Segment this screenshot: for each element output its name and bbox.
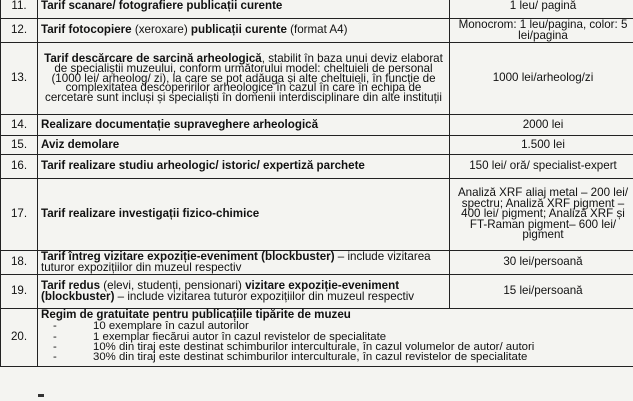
row-detail-continued: (format A4) <box>286 23 348 37</box>
row-number: 19. <box>1 275 38 309</box>
row-title: Tarif realizare studiu arheologic/ istoric/ expertiză parchete <box>41 159 365 173</box>
table-row <box>1 179 633 251</box>
row-number: 20. <box>1 309 38 367</box>
row-value: 2000 lei <box>450 115 633 136</box>
table-row <box>1 309 633 367</box>
table-row <box>1 251 633 275</box>
row-value: 15 lei/persoană <box>450 275 633 309</box>
row-value: 150 lei/ oră/ specialist-expert <box>450 155 633 179</box>
row-description <box>38 275 450 309</box>
row-description <box>38 115 450 136</box>
row-detail: (elevi, studenți, pensionari) <box>100 279 246 293</box>
table-row <box>1 115 633 136</box>
row-title: Tarif fotocopiere <box>41 23 132 37</box>
row-title: Tarif redus <box>41 279 101 293</box>
row-number: 11. <box>1 0 38 19</box>
row-value: Analiză XRF aliaj metal – 200 lei/ spectru; Analiză XRF pigment – 400 lei/ pigment; Analiză XRF și FT-Raman pigment– 600 lei/ pigment <box>450 179 633 251</box>
row-number: 13. <box>1 43 38 115</box>
table-row <box>1 43 633 115</box>
row-detail-continued: – include vizitarea tuturor expozițiilor din muzeul respectiv <box>114 289 415 303</box>
row-title-continued: publicații curente <box>190 23 287 37</box>
table-row <box>1 19 633 43</box>
row-value: Monocrom: 1 leu/pagina, color: 5 lei/pagina <box>450 19 633 43</box>
row-description <box>38 19 450 43</box>
row-value: 1.500 lei <box>450 136 633 155</box>
row-title: Tarif realizare investigații fizico-chimice <box>41 207 260 221</box>
free-copies-list <box>41 321 633 362</box>
row-description <box>38 155 450 179</box>
row-value: 30 lei/persoană <box>450 251 633 275</box>
row-number: 15. <box>1 136 38 155</box>
list-item: - 10 exemplare în cazul autorilor <box>93 321 633 331</box>
row-description <box>38 136 450 155</box>
row-description <box>38 309 633 367</box>
row-title: Tarif scanare/ fotografiere publicații curente <box>41 0 283 13</box>
table-row <box>1 0 633 19</box>
row-description <box>38 0 450 19</box>
row-detail: (xeroxare) <box>131 23 191 37</box>
row-number: 17. <box>1 179 38 251</box>
list-item: - 1 exemplar fiecărui autor în cazul revistelor de specialitate <box>93 332 633 342</box>
table-row <box>1 136 633 155</box>
row-description <box>38 43 450 115</box>
table-row <box>1 275 633 309</box>
list-item: - 30% din tiraj este destinat schimburilor interculturale, în cazul revistelor de specialitate <box>93 352 633 362</box>
list-item: - 10% din tiraj este destinat schimburilor interculturale, în cazul volumelor de autor/ autori <box>93 342 633 352</box>
row-description <box>38 251 450 275</box>
stray-mark <box>38 394 44 397</box>
row-value: 1000 lei/arheolog/zi <box>450 43 633 115</box>
row-title: Tarif întreg vizitare expoziție-eveniment (blockbuster) <box>41 250 335 264</box>
row-number: 16. <box>1 155 38 179</box>
table-row <box>1 155 633 179</box>
row-number: 12. <box>1 19 38 43</box>
row-detail: , stabilit în baza unui deviz elaborat de specialiștii muzeului, conform următorului model: cheltuieli de personal (1000 lei/ arheolog/ zi), la care se pot adăuga și alte cheltuieli, în funcție de complexitatea descoperirilor arheologice în cazul în care în echipa de cercetare sunt incluși și specialiști în domenii interdisciplinare din alte instituții <box>45 51 443 105</box>
row-detail: – include vizitarea tuturor expozițiilor din muzeul respectiv <box>41 250 431 274</box>
row-number: 14. <box>1 115 38 136</box>
row-number: 18. <box>1 251 38 275</box>
row-title: Regim de gratuitate pentru publicațiile tipărite de muzeu <box>41 308 351 321</box>
row-title-continued: vizitare expoziție-eveniment (blockbuster) <box>41 279 400 303</box>
row-title: Tarif descărcare de sarcină arheologică <box>44 51 262 65</box>
row-value: 1 leu/ pagină <box>450 0 633 19</box>
row-title: Realizare documentație supraveghere arheologică <box>41 117 319 131</box>
row-description <box>38 179 450 251</box>
row-title: Aviz demolare <box>41 137 120 151</box>
